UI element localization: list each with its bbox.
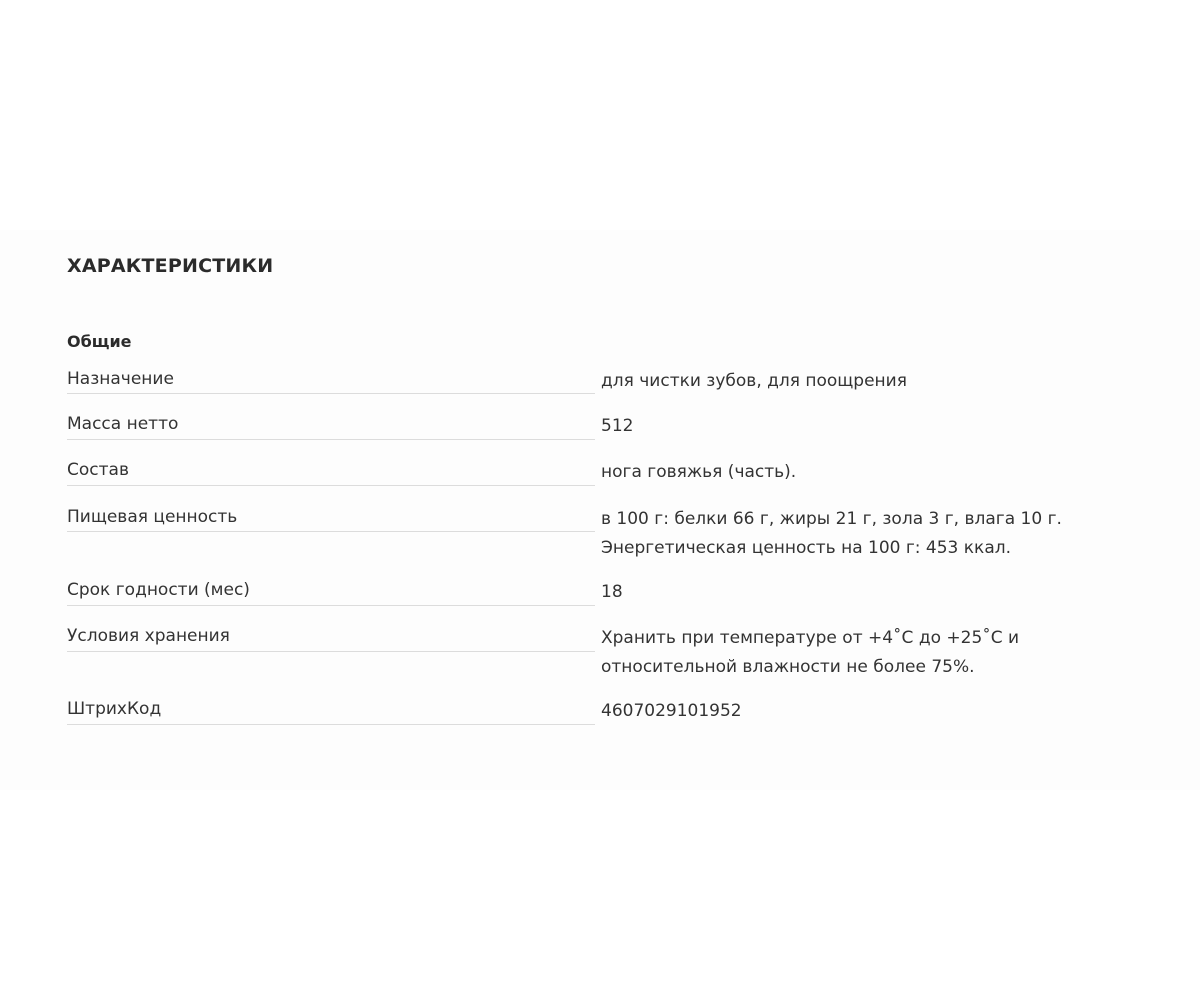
spec-value [601, 412, 1141, 441]
spec-value [601, 624, 1141, 682]
group-title: Общие [67, 332, 132, 351]
spec-value-line: Энергетическая ценность на 100 г: 453 ккал. [601, 538, 1012, 558]
spec-value [601, 697, 1141, 726]
row-divider [67, 651, 595, 652]
row-divider [67, 531, 595, 532]
spec-value-line: относительной влажности не более 75%. [601, 657, 975, 677]
spec-value [601, 458, 1141, 487]
spec-label: Назначение [67, 369, 174, 389]
row-divider [67, 439, 595, 440]
spec-label: ШтрихКод [67, 699, 162, 719]
row-divider [67, 485, 595, 486]
spec-label: Условия хранения [67, 626, 230, 646]
spec-label: Пищевая ценность [67, 507, 238, 527]
row-divider [67, 393, 595, 394]
spec-value-line: для чистки зубов, для поощрения [601, 371, 907, 391]
spec-value-line: Хранить при температуре от +4˚С до +25˚С и [601, 628, 1020, 648]
spec-value-line: 18 [601, 582, 623, 602]
spec-label: Масса нетто [67, 414, 179, 434]
row-divider [67, 605, 595, 606]
spec-value-line: нога говяжья (часть). [601, 462, 797, 482]
spec-value [601, 505, 1141, 563]
spec-label: Состав [67, 460, 129, 480]
spec-value-line: 512 [601, 416, 634, 436]
spec-value-line: в 100 г: белки 66 г, жиры 21 г, зола 3 г, влага 10 г. [601, 509, 1062, 529]
spec-value [601, 578, 1141, 607]
spec-label: Срок годности (мес) [67, 580, 250, 600]
section-title: ХАРАКТЕРИСТИКИ [67, 255, 274, 277]
spec-value [601, 367, 1141, 396]
row-divider [67, 724, 595, 725]
spec-value-line: 4607029101952 [601, 701, 742, 721]
